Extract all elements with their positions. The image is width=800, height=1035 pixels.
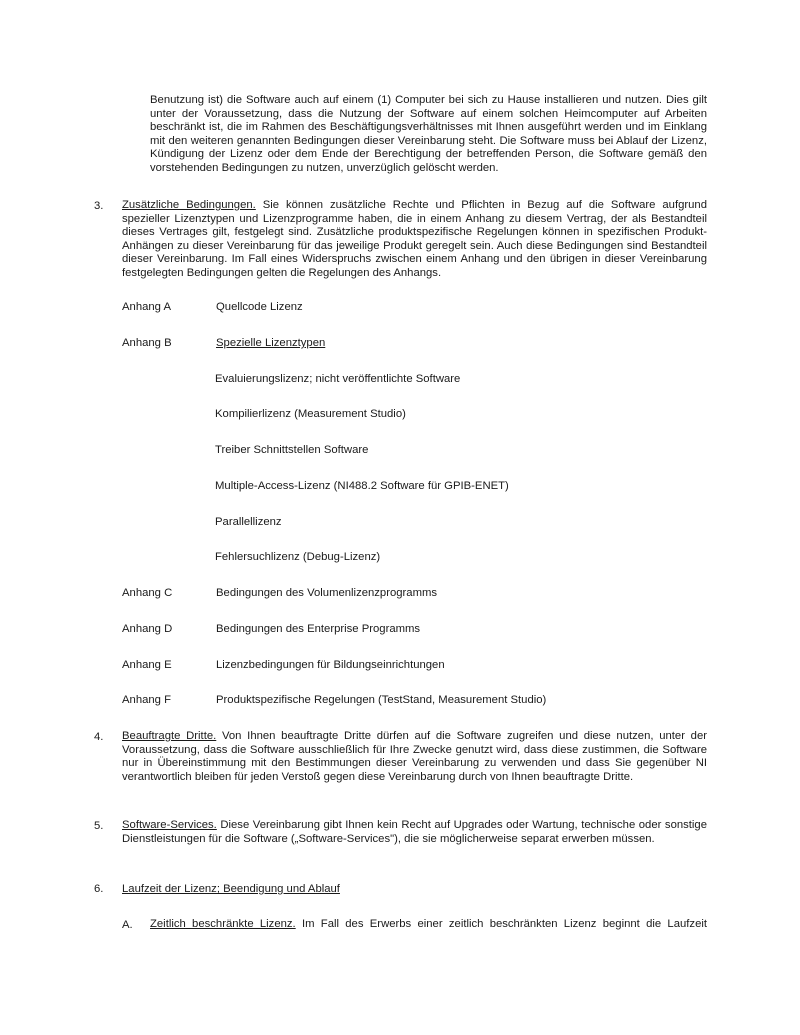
section-5-title: Software-Services. <box>122 819 217 831</box>
annex-a-value: Quellcode Lizenz <box>216 301 303 313</box>
intro-paragraph: Benutzung ist) die Software auch auf einem (1) Computer bei sich zu Hause installieren und nutzen. Dies gilt unter der Voraussetzung, dass die Nutzung der Software auf einem solchen Heimcomputer auf Arbeiten beschränkt ist, die im Rahmen des Beschäftigungsverhältnisses mit Ihnen ausgeführt werden und im Einklang mit den weiteren genannten Bedingungen dieser Vereinbarung steht. Die Software muss bei Ablauf der Lizenz, Kündigung der Lizenz oder dem Ende der Berechtigung der betreffenden Person, die Software gemäß den vorstehenden Bedingungen zu nutzen, unverzüglich gelöscht werden. <box>150 94 707 174</box>
section-6-title: Laufzeit der Lizenz; Beendigung und Ablauf <box>122 883 340 895</box>
annex-f-value: Produktspezifische Regelungen (TestStand, Measurement Studio) <box>216 694 547 706</box>
section-4-body: Von Ihnen beauftragte Dritte dürfen auf die Software zugreifen und diese nutzen, unter der Voraussetzung, dass die Software ausschließlich für Ihre Zwecke genutzt wird, dass diese zustimmen, die Software nur in Übereinstimmung mit den Bestimmungen dieser Vereinbarung zu verwenden und dass Sie gegenüber NI verantwortlich bleiben für jeden Verstoß gegen diese Vereinbarung durch von Ihnen beauftragte Dritte. <box>122 730 707 783</box>
annex-e-value: Lizenzbedingungen für Bildungseinrichtungen <box>216 659 445 671</box>
section-6a-body: Im Fall des Erwerbs einer zeitlich beschränkten Lizenz beginnt die Laufzeit <box>301 918 707 930</box>
section-6-number: 6. <box>94 883 104 895</box>
license-type-item: Fehlersuchlizenz (Debug-Lizenz) <box>215 551 381 563</box>
license-type-item: Multiple-Access-Lizenz (NI488.2 Software für GPIB-ENET) <box>215 480 509 492</box>
license-type-item: Kompilierlizenz (Measurement Studio) <box>215 408 406 420</box>
section-4-paragraph <box>122 730 707 784</box>
annex-d-key: Anhang D <box>122 623 173 635</box>
section-3-title: Zusätzliche Bedingungen. <box>122 199 256 211</box>
section-5-body: Diese Vereinbarung gibt Ihnen kein Recht auf Upgrades oder Wartung, technische oder sonstige Dienstleistungen für die Software („Software-Services"), die sie möglicherweise separat erwerben müssen. <box>122 819 707 845</box>
section-6a-paragraph <box>150 918 707 932</box>
annex-a-key: Anhang A <box>122 301 171 313</box>
section-5-number: 5. <box>94 820 104 832</box>
annex-c-key: Anhang C <box>122 587 173 599</box>
section-4-title: Beauftragte Dritte. <box>122 730 217 742</box>
section-3-paragraph <box>122 199 707 281</box>
license-type-item: Treiber Schnittstellen Software <box>215 444 369 456</box>
license-type-item: Parallellizenz <box>215 516 282 528</box>
annex-b-value: Spezielle Lizenztypen <box>216 337 326 349</box>
section-5-paragraph <box>122 819 707 846</box>
section-3-body: Sie können zusätzliche Rechte und Pflichten in Bezug auf die Software aufgrund spezieller Lizenztypen und Lizenzprogramme haben, die in einem Anhang zu diesem Vertrag, der als Bestandteil dieses Vertrages gilt, festgelegt sind. Zusätzliche produktspezifische Regelungen können in spezifischen Produkt-Anhängen zu dieser Vereinbarung für das jeweilige Produkt geregelt sein. Auch diese Bedingungen sind Bestandteil dieser Vereinbarung. Im Fall eines Widerspruchs zwischen einem Anhang und den übrigen in dieser Vereinbarung festgelegten Bedingungen gelten die Regelungen des Anhangs. <box>122 199 707 279</box>
license-type-item: Evaluierungslizenz; nicht veröffentlichte Software <box>215 373 461 385</box>
section-3-number: 3. <box>94 200 104 212</box>
annex-f-key: Anhang F <box>122 694 171 706</box>
section-4-number: 4. <box>94 731 104 743</box>
annex-c-value: Bedingungen des Volumenlizenzprogramms <box>216 587 438 599</box>
annex-b-key: Anhang B <box>122 337 172 349</box>
annex-e-key: Anhang E <box>122 659 172 671</box>
section-6a-letter: A. <box>122 919 133 931</box>
section-6a-title: Zeitlich beschränkte Lizenz. <box>150 918 296 930</box>
annex-d-value: Bedingungen des Enterprise Programms <box>216 623 421 635</box>
